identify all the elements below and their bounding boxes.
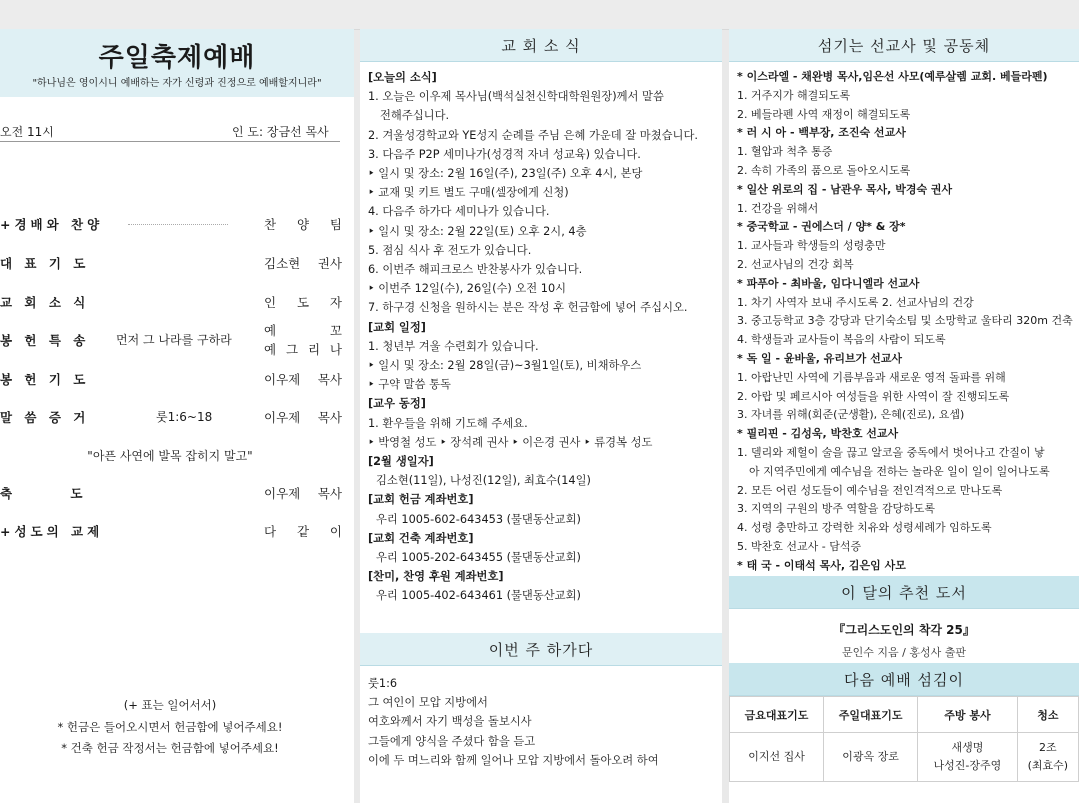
hagada-body: [360, 666, 722, 778]
text-line: 2. 베들라펜 사역 재정이 해결되도록: [737, 107, 911, 121]
table-header: 주일대표기도: [824, 697, 918, 733]
text-line: 1. 차기 사역자 보내 주시도록 2. 선교사님의 건강: [737, 295, 974, 309]
missions-header: 섬기는 선교사 및 공동체: [729, 29, 1079, 62]
motto: "하나님은 영이시니 예배하는 자가 신령과 진정으로 예배할지니라": [32, 78, 322, 89]
text-line: 김소현(11일), 나성진(12일), 최효수(14일): [376, 474, 591, 488]
text-line: * 중국학교 - 권에스더 / 양* & 장*: [737, 220, 906, 234]
text-line: ‣ 구약 말씀 통독: [368, 378, 451, 392]
page-title: 주일축제예배: [98, 43, 256, 73]
text-line: [찬미, 찬영 후원 계좌번호]: [368, 570, 504, 584]
text-line: * 이스라엘 - 채완병 목사,임은선 사모(예루살렘 교회. 베들라펜): [737, 70, 1048, 83]
order-label: 교 회 소 식: [0, 295, 90, 310]
cell-line: 이광옥 장로: [842, 750, 899, 763]
next-servers-section: [729, 663, 1079, 782]
order-item: [0, 323, 354, 357]
worship-order-panel: [0, 29, 354, 803]
text-line: * 필리핀 - 김성욱, 박찬호 선교사: [737, 427, 899, 441]
cell-line: 2조: [1039, 741, 1057, 754]
order-person: 인 도 자: [264, 295, 342, 310]
text-line: 아 지역주민에게 예수님을 전하는 놀라운 일이 일이 일어나도록: [749, 464, 1050, 478]
text-line: 1. 델리와 제헐이 술을 끊고 알코올 중독에서 벗어나고 간질이 낳: [737, 445, 1045, 459]
order-item: [0, 254, 354, 274]
text-line: 여호와께서 자기 백성을 돌보시사: [368, 715, 532, 729]
cell-line: 새생명: [951, 741, 984, 754]
table-cell: [918, 733, 1018, 782]
footnote: (+ 표는 일어서서): [123, 698, 217, 712]
order-label: +경배와 찬양: [0, 217, 104, 232]
text-line: ‣ 박영철 성도 ‣ 장석례 권사 ‣ 이은경 권사 ‣ 류경복 성도: [368, 435, 653, 449]
text-line: 2. 아랍 및 페르시아 여성들을 위한 사역이 잘 진행되도록: [737, 389, 1010, 403]
leader-dots: [128, 224, 228, 225]
book-section: [729, 576, 1079, 660]
order-person: 이우제 목사: [264, 372, 342, 387]
order-person: 이우제 목사: [264, 486, 342, 501]
text-line: [오늘의 소식]: [368, 71, 437, 84]
text-line: 1. 청년부 겨울 수련회가 있습니다.: [368, 339, 539, 353]
text-line: ‣ 이번주 12일(수), 26일(수) 오전 10시: [368, 282, 567, 296]
text-line: [교회 건축 계좌번호]: [368, 531, 474, 545]
order-label: 봉 헌 기 도: [0, 372, 90, 387]
text-line: 전해주십니다.: [380, 109, 450, 123]
text-line: 1. 건강을 위해서: [737, 201, 819, 215]
text-line: 이에 두 며느리와 함께 일어나 모압 지방에서 돌아오려 하여: [368, 753, 659, 767]
text-line: ‣ 일시 및 장소: 2월 22일(토) 오후 2시, 4층: [368, 224, 587, 238]
news-header: 교 회 소 식: [360, 29, 722, 62]
servers-table: [729, 696, 1079, 782]
order-label: 축 도: [0, 486, 83, 501]
table-row: [730, 733, 1079, 782]
order-label: +성도의 교제: [0, 524, 104, 539]
footnote: * 헌금은 들어오시면서 헌금함에 넣어주세요!: [57, 720, 283, 734]
text-line: 3. 지역의 구원의 방주 역할을 감당하도록: [737, 502, 935, 516]
cell-line: 이지선 집사: [748, 750, 805, 763]
order-person: 이우제 목사: [264, 410, 342, 425]
text-line: 우리 1005-402-643461 (물댄동산교회): [376, 589, 581, 603]
cell-line: (최효수): [1027, 759, 1069, 772]
news-body: [360, 62, 722, 606]
divider: [0, 141, 340, 142]
text-line: 6. 이번주 해피크로스 반찬봉사가 있습니다.: [368, 263, 583, 277]
title-box: [0, 29, 354, 97]
order-person: 김소현 권사: [264, 256, 342, 271]
hagada-header: 이번 주 하가다: [360, 633, 722, 666]
text-line: ‣ 교재 및 키트 별도 구매(셀장에게 신청): [368, 186, 569, 200]
hagada-section: [360, 633, 722, 778]
missions-panel: [729, 29, 1079, 803]
book-title: 『그리스도인의 착각 25』: [833, 623, 975, 637]
text-line: * 일산 위로의 집 - 남관우 목사, 박경숙 권사: [737, 182, 953, 196]
text-line: 1. 거주지가 해결되도록: [737, 88, 851, 102]
cell-line: 나성진-장주영: [933, 759, 1002, 772]
text-line: 2. 속히 가족의 품으로 돌아오시도록: [737, 163, 911, 177]
text-line: 4. 학생들과 교사들이 복음의 사람이 되도록: [737, 333, 946, 347]
top-bar: [0, 0, 1079, 30]
text-line: 4. 다음주 하가다 세미나가 있습니다.: [368, 205, 550, 219]
text-line: [2월 생일자]: [368, 455, 434, 469]
text-line: * 파푸아 - 최바울, 임다니엘라 선교사: [737, 276, 920, 290]
text-line: 그들에게 양식을 주셨다 함을 듣고: [368, 734, 536, 748]
order-person: [264, 321, 342, 359]
order-item: [0, 370, 354, 390]
text-line: ‣ 일시 및 장소: 2월 16일(주), 23일(주) 오후 4시, 본당: [368, 167, 643, 181]
order-item: [0, 408, 354, 428]
table-header: 주방 봉사: [918, 697, 1018, 733]
text-line: [교우 동정]: [368, 397, 426, 411]
church-news-panel: [360, 29, 722, 803]
text-line: [교회 일정]: [368, 320, 426, 334]
next-header: 다음 예배 섬김이: [729, 663, 1079, 696]
text-line: [교회 헌금 계좌번호]: [368, 493, 474, 507]
order-person-line: 예 그 리 나: [264, 342, 342, 357]
text-line: 우리 1005-602-643453 (물댄동산교회): [376, 512, 581, 526]
text-line: 1. 교사들과 학생들의 성령충만: [737, 239, 886, 253]
text-line: 5. 점심 식사 후 전도가 있습니다.: [368, 243, 532, 257]
service-leader: 인 도: 장금선 목사: [232, 125, 329, 139]
table-header: 청소: [1017, 697, 1078, 733]
text-line: 1. 환우들을 위해 기도해 주세요.: [368, 416, 528, 430]
order-item: [0, 293, 354, 313]
order-person: 다 같 이: [264, 524, 342, 539]
text-line: 3. 중고등학교 3층 강당과 단기숙소팀 및 소망학교 울타리 320m 건축: [737, 314, 1073, 328]
book-header: 이 달의 추천 도서: [729, 576, 1079, 609]
text-line: ‣ 일시 및 장소: 2월 28일(금)~3월1일(토), 비채하우스: [368, 359, 642, 373]
service-time: 오전 11시: [0, 125, 54, 139]
table-header: 금요대표기도: [730, 697, 824, 733]
order-detail: 먼저 그 나라를 구하라: [116, 333, 232, 347]
table-header-row: [730, 697, 1079, 733]
table-cell: [824, 733, 918, 782]
text-line: 2. 선교사님의 건강 회복: [737, 257, 854, 271]
text-line: 룻1:6: [368, 677, 398, 690]
order-item: [0, 484, 354, 504]
order-item: [0, 215, 354, 235]
text-line: 1. 오늘은 이우제 목사님(백석실천신학대학원원장)께서 말씀: [368, 90, 664, 104]
order-item: [0, 522, 354, 542]
text-line: 그 여인이 모압 지방에서: [368, 696, 488, 710]
order-label: 말 씀 증 거: [0, 410, 90, 425]
text-line: 4. 성령 충만하고 강력한 치유와 성령세례가 임하도록: [737, 521, 992, 535]
missions-body: [729, 62, 1079, 576]
text-line: * 독 일 - 윤바울, 유리브가 선교사: [737, 351, 902, 365]
text-line: * 러 시 아 - 백부장, 조진숙 선교사: [737, 126, 906, 140]
text-line: 3. 자녀를 위해(회준(군생활), 은혜(진로), 요셉): [737, 408, 965, 422]
order-person-line: 예 꼬: [264, 323, 342, 338]
footnote: * 건축 헌금 작정서는 헌금함에 넣어주세요!: [61, 741, 279, 755]
text-line: 3. 다음주 P2P 세미나가(성경적 자녀 성교육) 있습니다.: [368, 147, 641, 161]
table-cell: [730, 733, 824, 782]
text-line: 1. 아랍난민 사역에 기름부음과 새로운 영적 돌파를 위해: [737, 370, 1006, 384]
order-person: 찬 양 팀: [264, 217, 342, 232]
book-author: 문인수 지음 / 홍성사 출판: [842, 646, 966, 659]
text-line: 7. 하구경 신청을 원하시는 분은 작성 후 헌금함에 넣어 주십시오.: [368, 301, 688, 315]
text-line: 2. 모든 어린 성도들이 예수님을 전인격적으로 만나도록: [737, 483, 1003, 497]
order-detail: 룻1:6~18: [156, 410, 213, 424]
text-line: 2. 겨울성경학교와 YE성지 순례를 주님 은혜 가운데 잘 마쳤습니다.: [368, 128, 698, 142]
table-cell: [1017, 733, 1078, 782]
text-line: 우리 1005-202-643455 (물댄동산교회): [376, 551, 581, 565]
order-label: 대 표 기 도: [0, 256, 90, 271]
text-line: 5. 박찬호 선교사 - 담석증: [737, 539, 862, 553]
text-line: 1. 혈압과 척추 통증: [737, 145, 833, 159]
text-line: * 태 국 - 이태석 목사, 김은임 사모: [737, 558, 906, 572]
sermon-title: "아픈 사연에 발목 잡히지 말고": [87, 449, 253, 463]
order-label: 봉 헌 특 송: [0, 333, 90, 348]
